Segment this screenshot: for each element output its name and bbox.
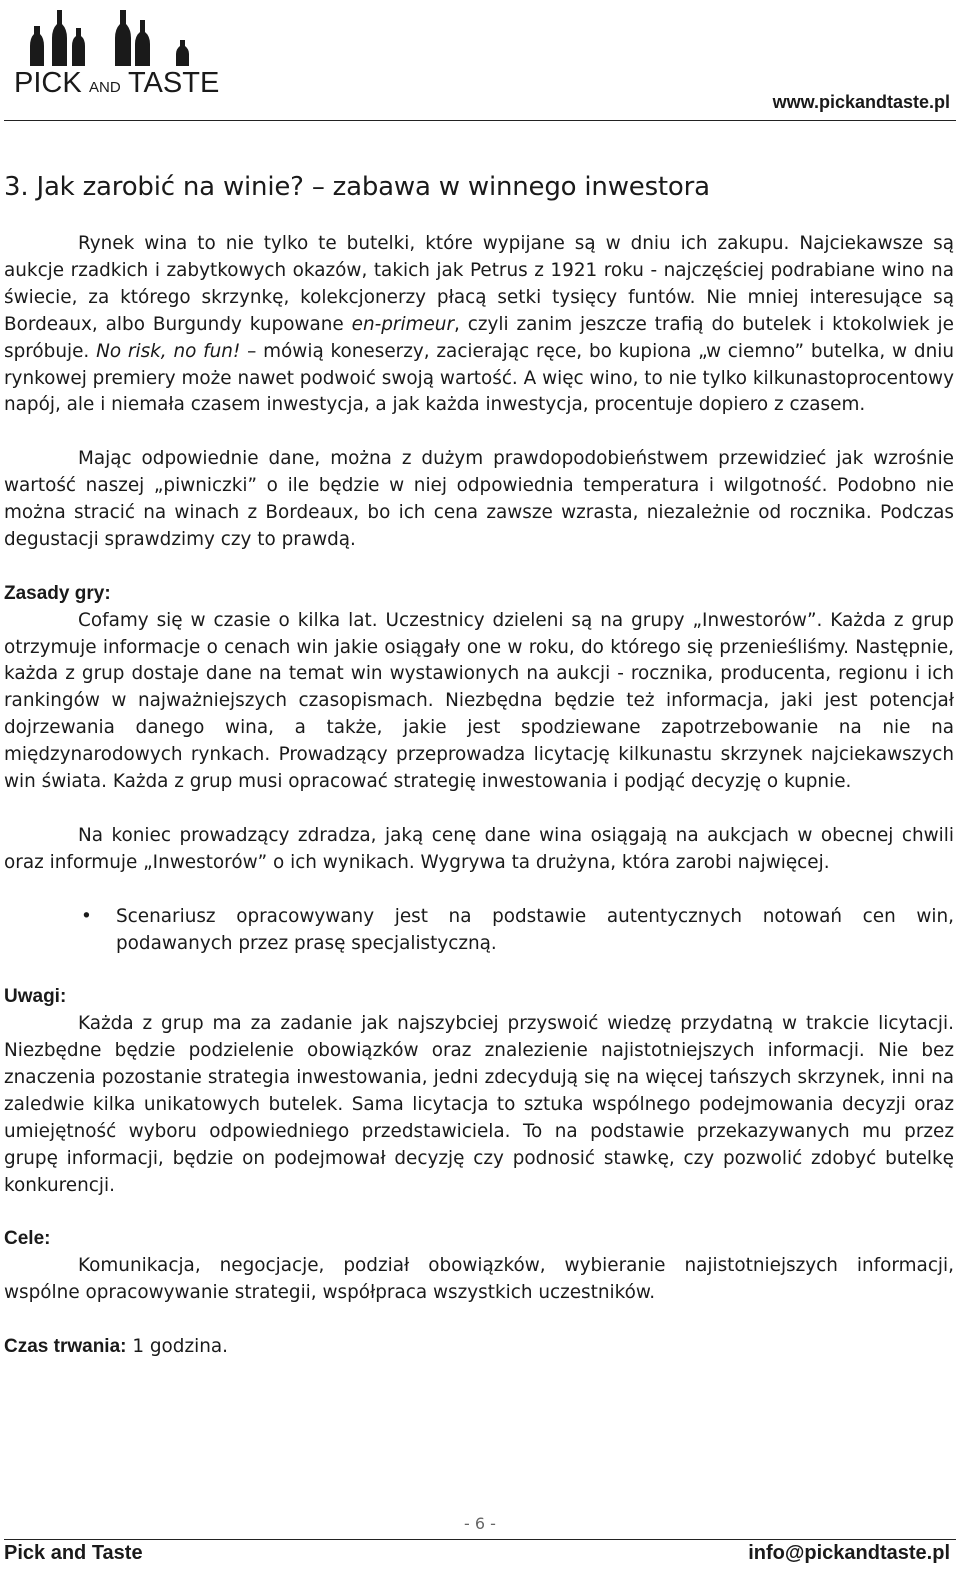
footer-company-name: Pick and Taste	[4, 1542, 143, 1564]
footer-divider	[4, 1539, 956, 1540]
intro-italic-en-primeur: en-primeur	[351, 313, 455, 335]
footer-email-link[interactable]: info@pickandtaste.pl	[748, 1542, 950, 1564]
intro-paragraph-1	[4, 231, 954, 419]
header-divider	[4, 120, 956, 121]
brand-logo	[10, 6, 220, 99]
intro-text-c: – mówią koneserzy, zacierając ręce, bo kupiona „w ciemno” butelka, w dniu rynkowej premiery może nawet podwoić swoją wartość. A więc wino, to nie tylko kilkunastoprocentowy napój, ale i niemała czasem inwestycja, a jak każda inwestycja, procentuje dopiero z czasem.	[4, 340, 954, 416]
intro-italic-motto: No risk, no fun!	[96, 340, 241, 362]
goals-heading: Cele:	[4, 1228, 51, 1250]
intro-text-a: Rynek wina to nie tylko te butelki, które wypijane są w dniu ich zakupu. Najciekawsze są aukcje rzadkich i zabytkowych okazów, takich jak Petrus z 1921 roku - najczęściej podrabiane wino na świecie, za którego skrzynkę, kolekcjonerzy płacą setki tysięcy funtów. Nie mniej interesujące są Bordeaux, albo Burgundy kupowane	[4, 233, 954, 335]
intro-text-b: , czyli zanim jeszcze trafią do butelek i ktokolwiek je spróbuje.	[4, 313, 954, 362]
page-number: - 6 -	[464, 1514, 496, 1533]
rules-heading: Zasady gry:	[4, 582, 111, 604]
page-title: 3. Jak zarobić na winie? – zabawa w winnego inwestora	[4, 172, 710, 202]
rules-paragraph-1: Cofamy się w czasie o kilka lat. Uczestnicy dzieleni są na grupy „Inwestorów”. Każda z grup otrzymuje informacje o cenach win jakie osiągały one w roku, do którego się przenieśliśmy. Następnie, każda z grup dostaje dane na temat win wystawionych na aukcji - rocznika, producenta, regionu i ich rankingów w najważniejszych czasopismach. Niezbędna będzie też informacja, jaki jest potencjał dojrzewania danego wina, a także, jakie jest spodziewane zapotrzebowanie na nie na międzynarodowych rynkach. Prowadzący przeprowadza licytację kilkunastu skrzynek najciekawszych win świata. Każda z grup musi opracować strategię inwestowania i podjąć decyzję o kupnie.	[4, 609, 954, 793]
svg-text:TASTE: TASTE	[128, 67, 220, 99]
notes-paragraph: Każda z grup ma za zadanie jak najszybciej przyswoić wiedzę przydatną w trakcie licytacji. Niezbędne będzie podzielenie obowiązków oraz znalezienie najistotniejszych informacji. Nie bez znaczenia pozostanie strategia inwestowania, jedni zdecydują się na więcej tańszych skrzynek, inni na zaledwie kilka unikatowych butelek. Sama licytacja to sztuka wspólnego podejmowania decyzji oraz umiejętność wyboru odpowiedniego przedstawiciela. To na podstawie przekazywanych mu przez grupę informacji, będzie on podejmował decyzję czy podnosić stawkę, czy pozwolić zdobyć butelkę konkurencji.	[4, 1013, 954, 1196]
list-item: • Scenariusz opracowywany jest na podstawie autentycznych notowań cen win, podawanych przez prasę specjalistyczną.	[116, 904, 954, 958]
rules-paragraph-2: Na koniec prowadzący zdradza, jaką cenę dane wina osiągają na aukcjach w obecnej chwili oraz informuje „Inwestorów” o ich wynikach. Wygrywa ta drużyna, która zarobi najwięcej.	[4, 824, 954, 873]
goals-paragraph: Komunikacja, negocjacje, podział obowiązków, wybieranie najistotniejszych informacji, wspólne opracowywanie strategii, współpraca wszystkich uczestników.	[4, 1255, 954, 1304]
rules-bullet-list	[4, 904, 954, 958]
svg-text:AND: AND	[89, 79, 121, 96]
svg-text:PICK: PICK	[14, 67, 82, 99]
duration-label: Czas trwania:	[4, 1336, 127, 1358]
document-body	[4, 231, 954, 1361]
duration-line	[4, 1334, 954, 1361]
wine-bottles-logo-icon	[10, 6, 220, 99]
intro-paragraph-2: Mając odpowiednie dane, można z dużym prawdopodobieństwem przewidzieć jak wzrośnie wartość naszej „piwniczki” o ile będzie w niej odpowiednia temperatura i wilgotność. Podobno nie można stracić na winach z Bordeaux, bo ich cena zawsze wzrasta, niezależnie od rocznika. Podczas degustacji sprawdzimy czy to prawdą.	[4, 448, 954, 550]
notes-heading: Uwagi:	[4, 986, 67, 1008]
site-url[interactable]: www.pickandtaste.pl	[772, 92, 950, 112]
duration-value: 1 godzina.	[126, 1336, 229, 1358]
